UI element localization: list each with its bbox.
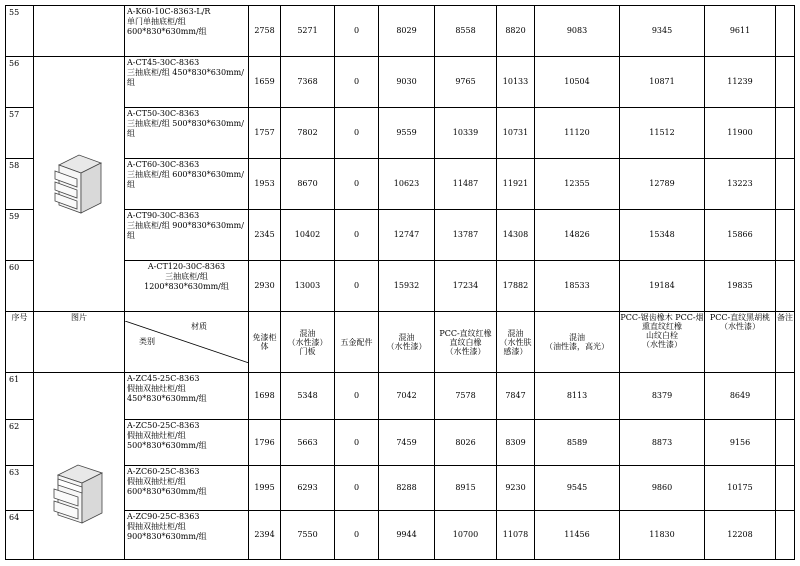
header-seq: 序号 (6, 312, 34, 373)
price-cell: 0 (335, 420, 379, 466)
header-col: 混油 （水性漆） (379, 312, 435, 373)
price-cell: 10623 (379, 159, 435, 210)
header-diagonal (125, 312, 249, 373)
price-cell: 2345 (249, 210, 281, 261)
price-cell: 11921 (497, 159, 535, 210)
product-description: A-ZC45-25C-8363 假抽双抽灶柜/组 450*830*630mm/组 (125, 373, 249, 420)
price-cell: 7459 (379, 420, 435, 466)
price-cell: 1953 (249, 159, 281, 210)
price-cell: 11512 (620, 108, 705, 159)
price-cell: 0 (335, 373, 379, 420)
price-cell: 9559 (379, 108, 435, 159)
price-cell: 9944 (379, 511, 435, 560)
price-cell: 18533 (535, 261, 620, 312)
header-col: PCC-锯齿橡木 PCC-烟 熏直纹红橡 山纹白栓 （水性漆） (620, 312, 705, 373)
table-row (6, 57, 795, 108)
price-cell: 8029 (379, 6, 435, 57)
price-cell: 11239 (705, 57, 776, 108)
price-cell: 7847 (497, 373, 535, 420)
table-row (6, 210, 795, 261)
row-index: 60 (6, 261, 34, 312)
price-cell: 14308 (497, 210, 535, 261)
price-cell: 2394 (249, 511, 281, 560)
header-col: 五金配件 (335, 312, 379, 373)
price-cell: 0 (335, 57, 379, 108)
header-col: PCC-直纹红橡 直纹白橡 （水性漆） (435, 312, 497, 373)
price-cell: 10504 (535, 57, 620, 108)
price-cell: 10700 (435, 511, 497, 560)
price-cell: 8309 (497, 420, 535, 466)
three-drawer-cabinet-icon (51, 151, 107, 217)
price-cell: 9860 (620, 466, 705, 511)
price-cell: 8589 (535, 420, 620, 466)
row-image-cell (34, 6, 125, 57)
price-cell: 5663 (281, 420, 335, 466)
price-cell: 7042 (379, 373, 435, 420)
price-cell: 9545 (535, 466, 620, 511)
product-description: A-CT45-30C-8363 三抽底柜/组 450*830*630mm/组 (125, 57, 249, 108)
price-cell: 11120 (535, 108, 620, 159)
price-cell: 7578 (435, 373, 497, 420)
header-category: 类别 (139, 337, 155, 346)
product-description: A-CT50-30C-8363 三抽底柜/组 500*830*630mm/组 (125, 108, 249, 159)
price-cell: 7550 (281, 511, 335, 560)
price-cell: 9765 (435, 57, 497, 108)
price-cell: 8288 (379, 466, 435, 511)
price-cell: 8820 (497, 6, 535, 57)
row-index: 62 (6, 420, 34, 466)
price-cell: 11456 (535, 511, 620, 560)
product-image (34, 57, 125, 312)
remark-cell (776, 373, 795, 420)
price-sheet (5, 5, 794, 543)
price-cell: 9030 (379, 57, 435, 108)
header-col: PCC-直纹黑胡桃 （水性漆） (705, 312, 776, 373)
remark-cell (776, 466, 795, 511)
price-cell: 5348 (281, 373, 335, 420)
product-description: A-CT60-30C-8363 三抽底柜/组 600*830*630mm/组 (125, 159, 249, 210)
table-row (6, 6, 795, 57)
header-remark: 备注 (776, 312, 795, 373)
price-cell: 10175 (705, 466, 776, 511)
price-cell: 13223 (705, 159, 776, 210)
row-index: 59 (6, 210, 34, 261)
product-description: A-CT90-30C-8363 三抽底柜/组 900*830*630mm/组 (125, 210, 249, 261)
price-cell: 7802 (281, 108, 335, 159)
row-index: 63 (6, 466, 34, 511)
header-col: 免漆柜 体 (249, 312, 281, 373)
price-cell: 7368 (281, 57, 335, 108)
product-description: A-K60-10C-8363-L/R 单门单抽底柜/组 600*830*630mm/组 (125, 6, 249, 57)
price-cell: 10133 (497, 57, 535, 108)
price-cell: 12355 (535, 159, 620, 210)
price-cell: 8113 (535, 373, 620, 420)
price-cell: 8649 (705, 373, 776, 420)
table-row (6, 108, 795, 159)
product-description: A-CT120-30C-8363 三抽底柜/组 1200*830*630mm/组 (125, 261, 249, 312)
product-description: A-ZC60-25C-8363 假抽双抽灶柜/组 600*830*630mm/组 (125, 466, 249, 511)
price-cell: 1757 (249, 108, 281, 159)
price-cell: 9230 (497, 466, 535, 511)
remark-cell (776, 57, 795, 108)
header-col: 混油 （水性肤 感漆） (497, 312, 535, 373)
row-index: 56 (6, 57, 34, 108)
price-cell: 0 (335, 210, 379, 261)
product-description: A-ZC50-25C-8363 假抽双抽灶柜/组 500*830*630mm/组 (125, 420, 249, 466)
price-cell: 17882 (497, 261, 535, 312)
price-cell: 8873 (620, 420, 705, 466)
product-description: A-ZC90-25C-8363 假抽双抽灶柜/组 900*830*630mm/组 (125, 511, 249, 560)
two-drawer-cabinet-icon (50, 461, 108, 527)
price-cell: 0 (335, 159, 379, 210)
price-cell: 1659 (249, 57, 281, 108)
price-cell: 12208 (705, 511, 776, 560)
price-cell: 12789 (620, 159, 705, 210)
price-cell: 5271 (281, 6, 335, 57)
product-image (34, 373, 125, 560)
remark-cell (776, 159, 795, 210)
price-cell: 9083 (535, 6, 620, 57)
table-row (6, 420, 795, 466)
remark-cell (776, 108, 795, 159)
price-cell: 1698 (249, 373, 281, 420)
row-index: 55 (6, 6, 34, 57)
price-cell: 14826 (535, 210, 620, 261)
price-cell: 15932 (379, 261, 435, 312)
price-cell: 8558 (435, 6, 497, 57)
price-cell: 15866 (705, 210, 776, 261)
table-row (6, 373, 795, 420)
table-row (6, 511, 795, 560)
price-cell: 9611 (705, 6, 776, 57)
price-cell: 0 (335, 466, 379, 511)
table-header (6, 312, 795, 373)
price-cell: 2758 (249, 6, 281, 57)
price-cell: 13787 (435, 210, 497, 261)
price-cell: 0 (335, 261, 379, 312)
row-index: 61 (6, 373, 34, 420)
price-cell: 0 (335, 511, 379, 560)
price-cell: 10339 (435, 108, 497, 159)
remark-cell (776, 420, 795, 466)
table-row (6, 466, 795, 511)
price-cell: 15348 (620, 210, 705, 261)
header-col: 混油 （水性漆） 门板 (281, 312, 335, 373)
header-material: 材质 (191, 322, 207, 331)
price-cell: 0 (335, 108, 379, 159)
price-cell: 8915 (435, 466, 497, 511)
price-cell: 2930 (249, 261, 281, 312)
price-cell: 10731 (497, 108, 535, 159)
price-cell: 8379 (620, 373, 705, 420)
price-cell: 11900 (705, 108, 776, 159)
price-table (5, 5, 795, 560)
remark-cell (776, 6, 795, 57)
price-cell: 11078 (497, 511, 535, 560)
table-row (6, 261, 795, 312)
price-cell: 19184 (620, 261, 705, 312)
price-cell: 12747 (379, 210, 435, 261)
row-index: 58 (6, 159, 34, 210)
table-row (6, 159, 795, 210)
price-cell: 8026 (435, 420, 497, 466)
price-cell: 19835 (705, 261, 776, 312)
price-cell: 1995 (249, 466, 281, 511)
remark-cell (776, 261, 795, 312)
row-index: 64 (6, 511, 34, 560)
price-cell: 11487 (435, 159, 497, 210)
price-cell: 8670 (281, 159, 335, 210)
price-cell: 17234 (435, 261, 497, 312)
price-cell: 11830 (620, 511, 705, 560)
remark-cell (776, 511, 795, 560)
price-cell: 13003 (281, 261, 335, 312)
header-col: 混油 （油性漆，高光） (535, 312, 620, 373)
price-cell: 9345 (620, 6, 705, 57)
price-cell: 0 (335, 6, 379, 57)
price-cell: 10402 (281, 210, 335, 261)
row-index: 57 (6, 108, 34, 159)
price-cell: 9156 (705, 420, 776, 466)
price-cell: 1796 (249, 420, 281, 466)
header-picture: 图片 (34, 312, 125, 373)
remark-cell (776, 210, 795, 261)
price-cell: 10871 (620, 57, 705, 108)
price-cell: 6293 (281, 466, 335, 511)
